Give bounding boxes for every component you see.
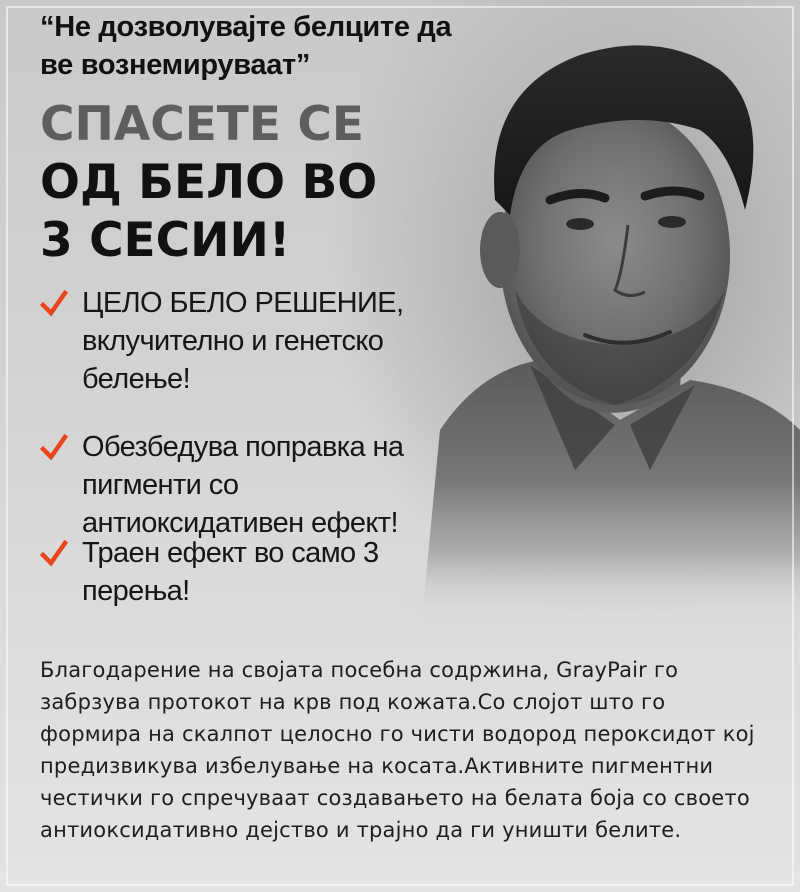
- man-portrait-image: [400, 0, 800, 640]
- benefit-text: Траен ефект во само 3 перења!: [82, 537, 379, 607]
- benefit-item: [40, 534, 440, 610]
- quote-heading: “Не дозволувајте белците да ве вознемируваат”: [40, 11, 452, 81]
- benefit-text: Обезбедува поправка на пигменти со антиоксидативен ефект!: [82, 431, 404, 539]
- checkmark-icon: [40, 434, 68, 462]
- benefit-text: ЦЕЛО БЕЛО РЕШЕНИЕ, вклучително и генетско белење!: [82, 287, 404, 395]
- headline-line-3: 3 СЕСИИ!: [40, 213, 291, 268]
- checkmark-icon: [40, 540, 68, 568]
- checkmark-icon: [40, 290, 68, 318]
- benefit-item: [40, 428, 720, 542]
- benefit-item: [40, 284, 440, 398]
- headline-line-1: СПАСЕТЕ СЕ: [40, 97, 364, 152]
- headline-line-2: ОД БЕЛО ВО: [40, 155, 378, 210]
- main-headline: [40, 96, 440, 270]
- product-description: Благодарение на својата посебна содржина, GrayPair го забрзува протокот на крв под кожата.Со слојот што го формира на скалпот целосно го чисти водород пероксидот кој предизвикува избелување на косата.Активните пигментни честички го спречуваат создавањето на белата боја со своето антиоксидативно дејство и трајно да ги уништи белите.: [40, 658, 755, 842]
